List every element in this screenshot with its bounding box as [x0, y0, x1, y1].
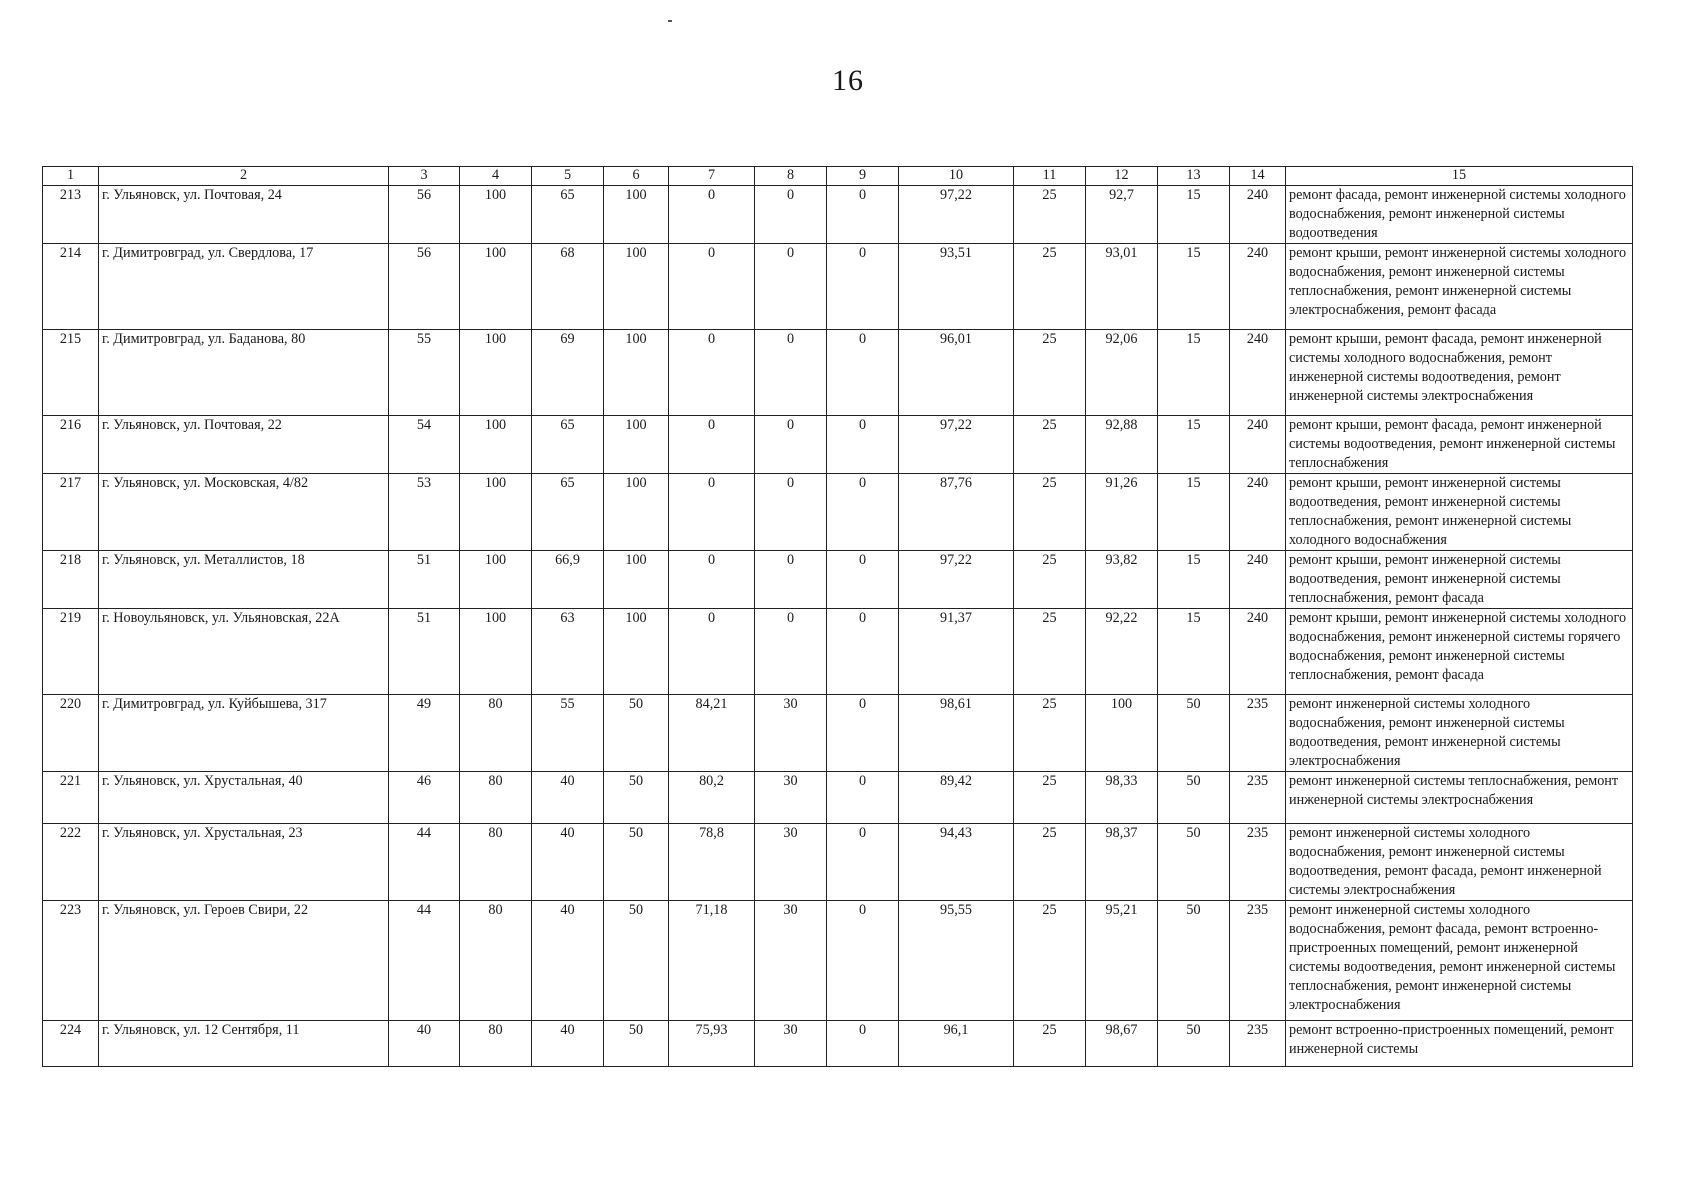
value-cell-11: 25: [1014, 474, 1086, 551]
value-cell-3: 51: [389, 609, 460, 695]
address-cell: г. Ульяновск, ул. Почтовая, 22: [99, 416, 389, 474]
value-cell-10: 97,22: [899, 551, 1014, 609]
column-header-2: 2: [99, 167, 389, 186]
value-cell-4: 100: [460, 244, 532, 330]
value-cell-10: 97,22: [899, 186, 1014, 244]
value-cell-12: 95,21: [1086, 901, 1158, 1021]
value-cell-9: 0: [827, 551, 899, 609]
value-cell-11: 25: [1014, 695, 1086, 772]
column-header-15: 15: [1286, 167, 1633, 186]
value-cell-5: 55: [532, 695, 604, 772]
works-cell: ремонт крыши, ремонт инженерной системы водоотведения, ремонт инженерной системы теплоснабжения, ремонт фасада: [1286, 551, 1633, 609]
table-row: [43, 1021, 1633, 1067]
table-row: [43, 474, 1633, 551]
table-row: [43, 551, 1633, 609]
row-number-cell: 220: [43, 695, 99, 772]
table-row: [43, 824, 1633, 901]
value-cell-8: 0: [755, 551, 827, 609]
value-cell-11: 25: [1014, 824, 1086, 901]
value-cell-9: 0: [827, 695, 899, 772]
value-cell-8: 30: [755, 1021, 827, 1067]
value-cell-5: 65: [532, 186, 604, 244]
column-header-11: 11: [1014, 167, 1086, 186]
works-cell: ремонт крыши, ремонт инженерной системы водоотведения, ремонт инженерной системы теплоснабжения, ремонт инженерной системы холодного водоснабжения: [1286, 474, 1633, 551]
value-cell-14: 235: [1230, 901, 1286, 1021]
column-header-8: 8: [755, 167, 827, 186]
value-cell-13: 15: [1158, 609, 1230, 695]
value-cell-12: 93,82: [1086, 551, 1158, 609]
value-cell-4: 100: [460, 330, 532, 416]
value-cell-6: 100: [604, 186, 669, 244]
value-cell-7: 0: [669, 551, 755, 609]
value-cell-9: 0: [827, 1021, 899, 1067]
value-cell-8: 0: [755, 244, 827, 330]
works-cell: ремонт фасада, ремонт инженерной системы холодного водоснабжения, ремонт инженерной системы водоотведения: [1286, 186, 1633, 244]
value-cell-10: 98,61: [899, 695, 1014, 772]
value-cell-11: 25: [1014, 772, 1086, 824]
value-cell-13: 50: [1158, 695, 1230, 772]
value-cell-4: 80: [460, 695, 532, 772]
works-cell: ремонт крыши, ремонт инженерной системы холодного водоснабжения, ремонт инженерной системы теплоснабжения, ремонт инженерной системы электроснабжения, ремонт фасада: [1286, 244, 1633, 330]
works-cell: ремонт инженерной системы холодного водоснабжения, ремонт инженерной системы водоотведения, ремонт инженерной системы электроснабжения: [1286, 695, 1633, 772]
value-cell-3: 55: [389, 330, 460, 416]
value-cell-9: 0: [827, 901, 899, 1021]
value-cell-3: 49: [389, 695, 460, 772]
value-cell-13: 15: [1158, 330, 1230, 416]
value-cell-13: 15: [1158, 186, 1230, 244]
value-cell-10: 87,76: [899, 474, 1014, 551]
works-cell: ремонт крыши, ремонт фасада, ремонт инженерной системы водоотведения, ремонт инженерной системы теплоснабжения: [1286, 416, 1633, 474]
value-cell-10: 93,51: [899, 244, 1014, 330]
value-cell-5: 40: [532, 1021, 604, 1067]
value-cell-7: 78,8: [669, 824, 755, 901]
value-cell-9: 0: [827, 474, 899, 551]
value-cell-6: 50: [604, 1021, 669, 1067]
value-cell-6: 100: [604, 551, 669, 609]
column-header-4: 4: [460, 167, 532, 186]
value-cell-13: 50: [1158, 824, 1230, 901]
row-number-cell: 219: [43, 609, 99, 695]
value-cell-11: 25: [1014, 901, 1086, 1021]
row-number-cell: 217: [43, 474, 99, 551]
value-cell-6: 100: [604, 244, 669, 330]
value-cell-9: 0: [827, 186, 899, 244]
address-cell: г. Ульяновск, ул. Московская, 4/82: [99, 474, 389, 551]
row-number-cell: 214: [43, 244, 99, 330]
works-cell: ремонт крыши, ремонт фасада, ремонт инженерной системы холодного водоснабжения, ремонт инженерной системы водоотведения, ремонт инженерной системы электроснабжения: [1286, 330, 1633, 416]
works-cell: ремонт встроенно-пристроенных помещений, ремонт инженерной системы: [1286, 1021, 1633, 1067]
value-cell-14: 240: [1230, 330, 1286, 416]
value-cell-12: 98,37: [1086, 824, 1158, 901]
value-cell-7: 0: [669, 244, 755, 330]
address-cell: г. Ульяновск, ул. Хрустальная, 23: [99, 824, 389, 901]
table-row: [43, 772, 1633, 824]
address-cell: г. Новоульяновск, ул. Ульяновская, 22А: [99, 609, 389, 695]
value-cell-14: 235: [1230, 1021, 1286, 1067]
value-cell-8: 30: [755, 901, 827, 1021]
value-cell-5: 40: [532, 901, 604, 1021]
value-cell-14: 240: [1230, 474, 1286, 551]
value-cell-3: 56: [389, 244, 460, 330]
value-cell-4: 100: [460, 609, 532, 695]
value-cell-12: 98,33: [1086, 772, 1158, 824]
table-body: [43, 186, 1633, 1067]
value-cell-7: 0: [669, 609, 755, 695]
value-cell-11: 25: [1014, 244, 1086, 330]
column-header-9: 9: [827, 167, 899, 186]
value-cell-11: 25: [1014, 416, 1086, 474]
value-cell-5: 63: [532, 609, 604, 695]
header-row: [43, 167, 1633, 186]
column-header-12: 12: [1086, 167, 1158, 186]
value-cell-8: 0: [755, 474, 827, 551]
value-cell-4: 80: [460, 901, 532, 1021]
value-cell-8: 0: [755, 416, 827, 474]
value-cell-9: 0: [827, 609, 899, 695]
row-number-cell: 224: [43, 1021, 99, 1067]
value-cell-3: 46: [389, 772, 460, 824]
houses-table: [42, 166, 1633, 1067]
works-cell: ремонт инженерной системы холодного водоснабжения, ремонт фасада, ремонт встроенно-пристроенных помещений, ремонт инженерной системы водоотведения, ремонт инженерной системы теплоснабжения, ремонт инженерной системы электроснабжения: [1286, 901, 1633, 1021]
value-cell-12: 92,7: [1086, 186, 1158, 244]
value-cell-11: 25: [1014, 551, 1086, 609]
value-cell-6: 100: [604, 330, 669, 416]
table-row: [43, 186, 1633, 244]
value-cell-12: 100: [1086, 695, 1158, 772]
value-cell-13: 15: [1158, 244, 1230, 330]
column-header-14: 14: [1230, 167, 1286, 186]
value-cell-12: 92,06: [1086, 330, 1158, 416]
value-cell-3: 53: [389, 474, 460, 551]
value-cell-5: 40: [532, 772, 604, 824]
value-cell-4: 80: [460, 824, 532, 901]
value-cell-9: 0: [827, 330, 899, 416]
row-number-cell: 213: [43, 186, 99, 244]
value-cell-4: 100: [460, 551, 532, 609]
address-cell: г. Димитровград, ул. Баданова, 80: [99, 330, 389, 416]
value-cell-4: 100: [460, 474, 532, 551]
value-cell-10: 89,42: [899, 772, 1014, 824]
value-cell-3: 44: [389, 824, 460, 901]
value-cell-7: 0: [669, 474, 755, 551]
value-cell-11: 25: [1014, 1021, 1086, 1067]
value-cell-10: 94,43: [899, 824, 1014, 901]
value-cell-12: 92,88: [1086, 416, 1158, 474]
value-cell-14: 235: [1230, 695, 1286, 772]
value-cell-9: 0: [827, 824, 899, 901]
value-cell-13: 15: [1158, 474, 1230, 551]
value-cell-14: 240: [1230, 609, 1286, 695]
value-cell-9: 0: [827, 244, 899, 330]
value-cell-3: 56: [389, 186, 460, 244]
value-cell-14: 240: [1230, 551, 1286, 609]
table-row: [43, 609, 1633, 695]
address-cell: г. Димитровград, ул. Куйбышева, 317: [99, 695, 389, 772]
value-cell-4: 80: [460, 1021, 532, 1067]
column-header-7: 7: [669, 167, 755, 186]
works-cell: ремонт инженерной системы теплоснабжения, ремонт инженерной системы электроснабжения: [1286, 772, 1633, 824]
value-cell-6: 100: [604, 474, 669, 551]
table-row: [43, 901, 1633, 1021]
row-number-cell: 215: [43, 330, 99, 416]
value-cell-7: 0: [669, 416, 755, 474]
value-cell-13: 15: [1158, 416, 1230, 474]
column-header-13: 13: [1158, 167, 1230, 186]
value-cell-11: 25: [1014, 609, 1086, 695]
value-cell-3: 54: [389, 416, 460, 474]
value-cell-3: 40: [389, 1021, 460, 1067]
address-cell: г. Ульяновск, ул. 12 Сентября, 11: [99, 1021, 389, 1067]
address-cell: г. Ульяновск, ул. Почтовая, 24: [99, 186, 389, 244]
value-cell-12: 98,67: [1086, 1021, 1158, 1067]
value-cell-4: 100: [460, 416, 532, 474]
value-cell-13: 50: [1158, 772, 1230, 824]
value-cell-10: 96,01: [899, 330, 1014, 416]
value-cell-8: 0: [755, 330, 827, 416]
value-cell-3: 44: [389, 901, 460, 1021]
value-cell-8: 30: [755, 772, 827, 824]
value-cell-8: 0: [755, 186, 827, 244]
value-cell-5: 65: [532, 416, 604, 474]
value-cell-3: 51: [389, 551, 460, 609]
scan-speck: [668, 20, 672, 22]
row-number-cell: 223: [43, 901, 99, 1021]
row-number-cell: 222: [43, 824, 99, 901]
value-cell-9: 0: [827, 772, 899, 824]
table-row: [43, 416, 1633, 474]
value-cell-7: 84,21: [669, 695, 755, 772]
value-cell-8: 30: [755, 824, 827, 901]
value-cell-11: 25: [1014, 186, 1086, 244]
value-cell-4: 100: [460, 186, 532, 244]
address-cell: г. Ульяновск, ул. Хрустальная, 40: [99, 772, 389, 824]
value-cell-6: 50: [604, 772, 669, 824]
row-number-cell: 218: [43, 551, 99, 609]
column-header-1: 1: [43, 167, 99, 186]
address-cell: г. Ульяновск, ул. Героев Свири, 22: [99, 901, 389, 1021]
address-cell: г. Димитровград, ул. Свердлова, 17: [99, 244, 389, 330]
value-cell-10: 91,37: [899, 609, 1014, 695]
value-cell-5: 68: [532, 244, 604, 330]
value-cell-7: 71,18: [669, 901, 755, 1021]
value-cell-12: 93,01: [1086, 244, 1158, 330]
value-cell-7: 75,93: [669, 1021, 755, 1067]
value-cell-13: 50: [1158, 901, 1230, 1021]
value-cell-11: 25: [1014, 330, 1086, 416]
value-cell-9: 0: [827, 416, 899, 474]
works-cell: ремонт крыши, ремонт инженерной системы холодного водоснабжения, ремонт инженерной системы горячего водоснабжения, ремонт инженерной системы теплоснабжения, ремонт фасада: [1286, 609, 1633, 695]
value-cell-14: 235: [1230, 824, 1286, 901]
value-cell-4: 80: [460, 772, 532, 824]
value-cell-6: 100: [604, 416, 669, 474]
value-cell-7: 0: [669, 186, 755, 244]
value-cell-14: 240: [1230, 416, 1286, 474]
works-cell: ремонт инженерной системы холодного водоснабжения, ремонт инженерной системы водоотведения, ремонт фасада, ремонт инженерной системы электроснабжения: [1286, 824, 1633, 901]
value-cell-6: 50: [604, 695, 669, 772]
value-cell-10: 96,1: [899, 1021, 1014, 1067]
column-header-6: 6: [604, 167, 669, 186]
page-number: 16: [832, 64, 864, 97]
value-cell-8: 0: [755, 609, 827, 695]
table-row: [43, 244, 1633, 330]
value-cell-12: 91,26: [1086, 474, 1158, 551]
value-cell-7: 0: [669, 330, 755, 416]
value-cell-6: 100: [604, 609, 669, 695]
value-cell-7: 80,2: [669, 772, 755, 824]
column-header-3: 3: [389, 167, 460, 186]
value-cell-14: 235: [1230, 772, 1286, 824]
value-cell-14: 240: [1230, 244, 1286, 330]
value-cell-10: 95,55: [899, 901, 1014, 1021]
value-cell-14: 240: [1230, 186, 1286, 244]
column-header-10: 10: [899, 167, 1014, 186]
table-row: [43, 695, 1633, 772]
value-cell-13: 15: [1158, 551, 1230, 609]
row-number-cell: 221: [43, 772, 99, 824]
table-row: [43, 330, 1633, 416]
value-cell-5: 40: [532, 824, 604, 901]
value-cell-5: 69: [532, 330, 604, 416]
value-cell-13: 50: [1158, 1021, 1230, 1067]
value-cell-10: 97,22: [899, 416, 1014, 474]
column-header-5: 5: [532, 167, 604, 186]
value-cell-6: 50: [604, 824, 669, 901]
value-cell-8: 30: [755, 695, 827, 772]
value-cell-12: 92,22: [1086, 609, 1158, 695]
address-cell: г. Ульяновск, ул. Металлистов, 18: [99, 551, 389, 609]
value-cell-6: 50: [604, 901, 669, 1021]
row-number-cell: 216: [43, 416, 99, 474]
value-cell-5: 66,9: [532, 551, 604, 609]
value-cell-5: 65: [532, 474, 604, 551]
